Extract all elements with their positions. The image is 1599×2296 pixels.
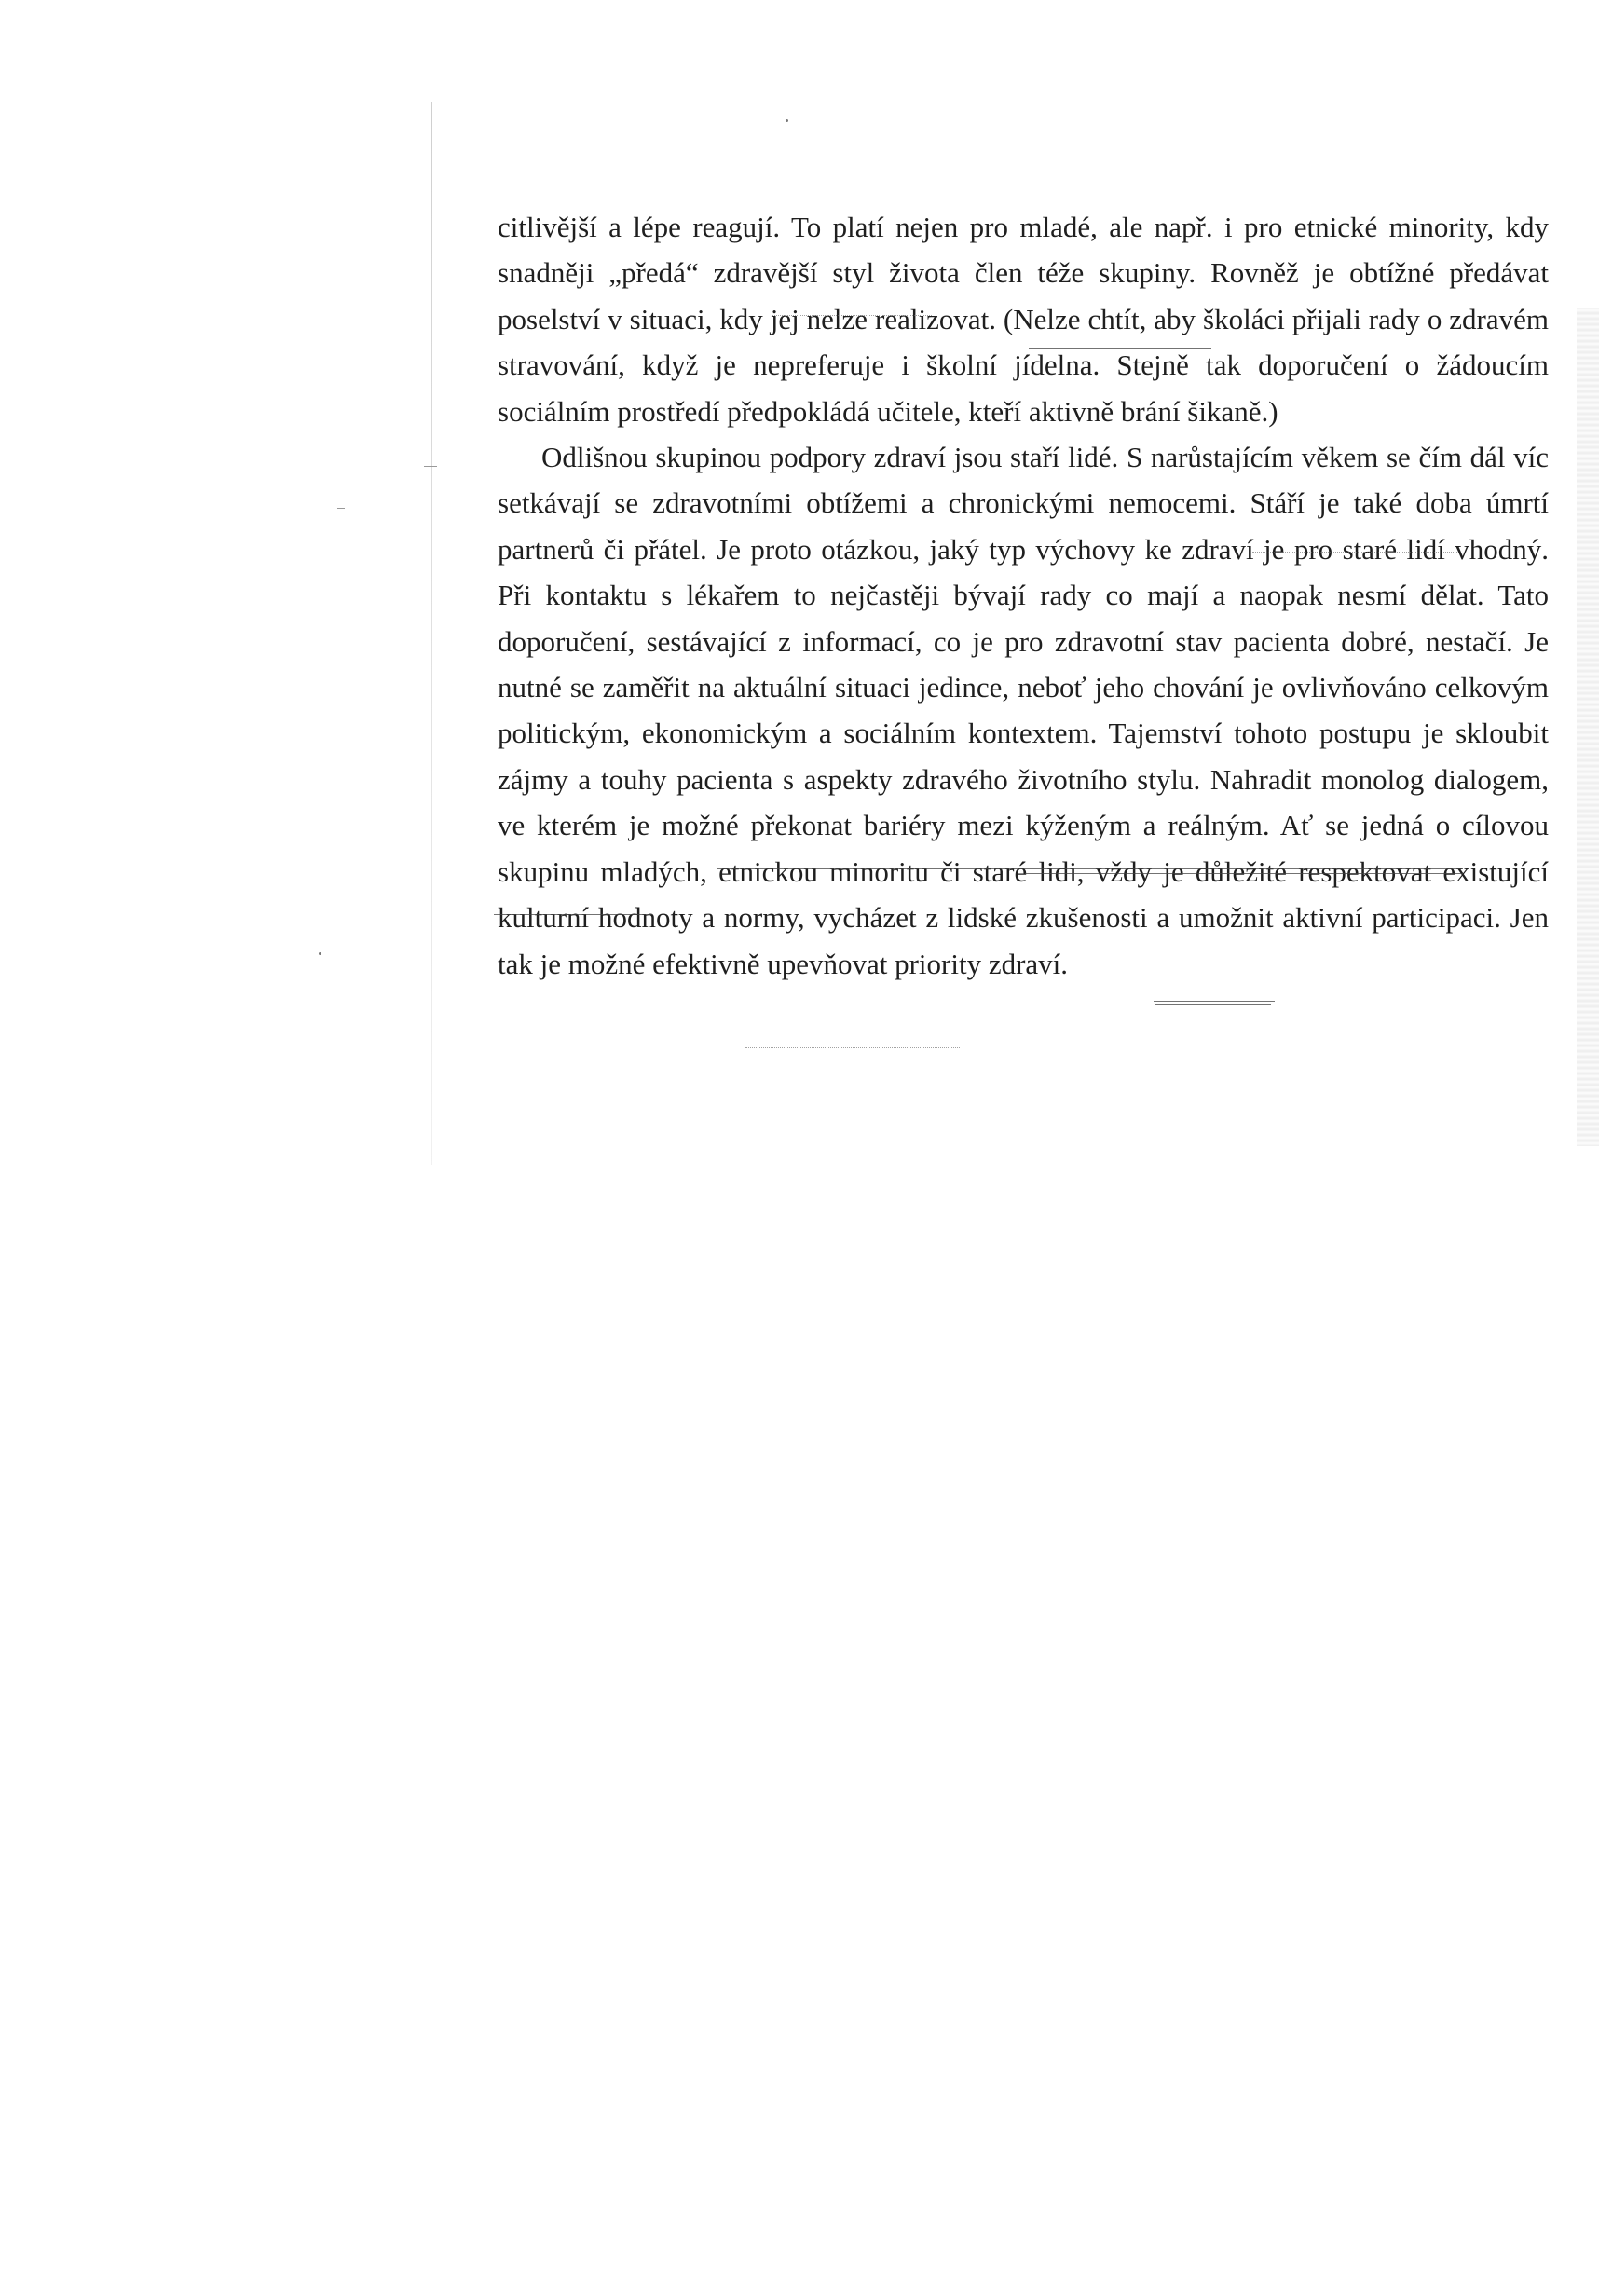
pencil-underline <box>745 1047 960 1048</box>
pencil-underline <box>1154 1001 1275 1002</box>
pencil-underline <box>772 315 932 316</box>
margin-fold-line <box>431 102 432 1165</box>
scan-speck <box>786 119 788 122</box>
scan-speck <box>337 508 345 509</box>
paragraph-1: citlivější a lépe reagují. To platí nejen pro mladé, ale např. i pro etnické minority, kdy snadněji „předá“ zdravější styl života člen téže skupiny. Rovněž je obtížné předávat poselství v situaci, kdy jej nelze realizovat. (Nelze chtít, aby školáci přijali rady o zdravém stravování, když je nepreferuje i školní jídelna. Stejně tak doporučení o žádoucím sociálním prostředí předpokládá učitele, kteří aktivně brání šikaně.) <box>498 211 1549 428</box>
pencil-underline <box>718 868 1463 869</box>
pencil-underline <box>1252 552 1457 553</box>
pencil-underline <box>1155 1004 1271 1005</box>
scan-edge-shadow <box>1577 308 1599 1146</box>
scan-speck <box>424 466 437 467</box>
pencil-underline <box>1025 873 1463 874</box>
scan-speck <box>319 952 321 955</box>
pencil-underline <box>494 914 652 915</box>
paragraph-2: Odlišnou skupinou podpory zdraví jsou staří lidé. S narůstajícím věkem se čím dál víc setkávají se zdravotními obtížemi a chronickými nemocemi. Stáří je také doba úmrtí partnerů či přátel. Je proto otázkou, jaký typ výchovy ke zdraví je pro staré lidí vhodný. Při kontaktu s lékařem to nejčastěji bývají rady co mají a naopak nesmí dělat. Tato doporučení, sestávající z informací, co je pro zdravotní stav pacienta dobré, nestačí. Je nutné se zaměřit na aktuální situaci jedince, neboť jeho chování je ovlivňováno celkovým politickým, ekonomickým a sociálním kontextem. Tajemství tohoto postupu je skloubit zájmy a touhy pacienta s aspekty zdravého životního stylu. Nahradit monolog dialogem, ve kterém je možné překonat bariéry mezi kýženým a reálným. Ať se jedná o cílovou skupinu mladých, etnickou minoritu či staré lidi, vždy je důležité respektovat existující kulturní hodnoty a normy, vycházet z lidské zkušenosti a umožnit aktivní participaci. Jen tak je možné efektivně upevňovat priority zdraví. <box>498 441 1549 980</box>
